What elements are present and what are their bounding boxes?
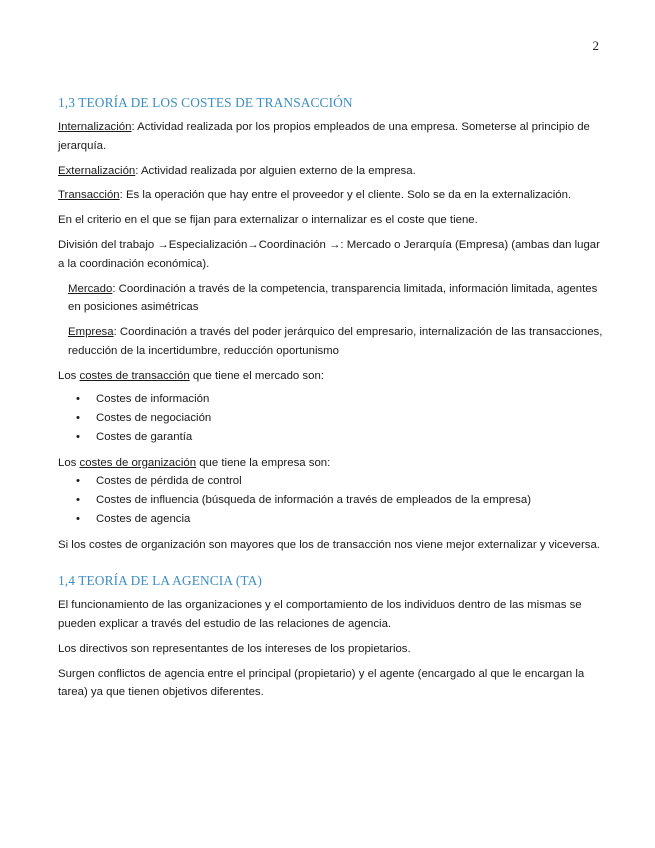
document-body: [58, 95, 606, 708]
paragraph-mercado: [68, 280, 606, 318]
term-externalizacion: Externalización: [58, 164, 136, 177]
paragraph-externalizacion: [58, 162, 606, 181]
definition-internalizacion: : Actividad realizada por los propios empleados de una empresa. Someterse al principio de jerarquía.: [58, 121, 590, 152]
bullet-icon: •: [76, 513, 80, 526]
list-costes-transaccion: [58, 390, 606, 447]
term-costes-organizacion: costes de organización: [79, 456, 197, 469]
section-heading-teoria-agencia: 1,4 TEORÍA DE LA AGENCIA (TA): [58, 573, 262, 589]
definition-mercado: : Coordinación a través de la competencia, transparencia limitada, información limitada, agentes en posiciones asimétricas: [68, 282, 598, 314]
paragraph-empresa: [68, 323, 606, 361]
intro-suffix: que tiene el mercado son:: [189, 369, 324, 382]
list-costes-organizacion: [58, 472, 606, 529]
intro-prefix: Los: [58, 456, 80, 469]
paragraph-costes-organizacion-intro: [58, 454, 606, 473]
paragraph-agencia-2: Los directivos son representantes de los intereses de los propietarios.: [58, 642, 411, 655]
list-item: [58, 491, 606, 510]
term-empresa: Empresa: [68, 326, 114, 339]
definition-empresa: : Coordinación a través del poder jerárquico del empresario, internalización de las transacciones, reducción de la incertidumbre, reducción oportunismo: [68, 326, 603, 357]
bullet-icon: •: [76, 430, 80, 443]
paragraph-agencia-3: Surgen conflictos de agencia entre el principal (propietario) y el agente (encargado al que le encargan la tarea) ya que tienen objetivos diferentes.: [58, 667, 585, 699]
list-item-text: Costes de pérdida de control: [96, 475, 242, 488]
bullet-icon: •: [76, 411, 80, 424]
paragraph-division: División del trabajo →Especialización→Coordinación →: Mercado o Jerarquía (Empresa) (ambas dan lugar a la coordinación económica).: [58, 238, 600, 270]
list-item: [58, 510, 606, 529]
term-internalizacion: Internalización: [58, 121, 132, 133]
paragraph-costes-transaccion-intro: [58, 367, 606, 386]
list-item-text: Costes de influencia (búsqueda de información a través de empleados de la empresa): [96, 494, 531, 507]
paragraph-conclusion: Si los costes de organización son mayores que los de transacción nos viene mejor externalizar y viceversa.: [58, 539, 600, 552]
page-number: 2: [592, 38, 599, 53]
paragraph-transaccion: [58, 186, 606, 205]
list-item: [58, 428, 606, 447]
list-item: [58, 472, 606, 491]
paragraph-criterio: En el criterio en el que se fijan para externalizar o internalizar es el coste que tiene.: [58, 214, 478, 227]
paragraph-agencia-1: El funcionamiento de las organizaciones y el comportamiento de los individuos dentro de las mismas se pueden explicar a través del estudio de las relaciones de agencia.: [58, 599, 582, 630]
paragraph-internalizacion: [58, 118, 606, 156]
bullet-icon: •: [76, 494, 80, 507]
term-transaccion: Transacción: [58, 189, 120, 202]
bullet-icon: •: [76, 392, 80, 405]
intro-prefix: Los: [58, 369, 80, 382]
intro-suffix: que tiene la empresa son:: [196, 456, 331, 469]
list-item: [58, 390, 606, 409]
term-mercado: Mercado: [68, 282, 113, 295]
list-item-text: Costes de garantía: [96, 430, 193, 443]
section-heading-costes-transaccion: 1,3 TEORÍA DE LOS COSTES DE TRANSACCIÓN: [58, 95, 353, 110]
definition-transaccion: : Es la operación que hay entre el proveedor y el cliente. Solo se da en la externalización.: [119, 189, 572, 202]
definition-externalizacion: : Actividad realizada por alguien externo de la empresa.: [135, 164, 416, 177]
list-item: [58, 409, 606, 428]
bullet-icon: •: [76, 475, 80, 488]
term-costes-transaccion: costes de transacción: [79, 369, 190, 382]
list-item-text: Costes de información: [96, 392, 210, 405]
list-item-text: Costes de negociación: [96, 411, 212, 424]
list-item-text: Costes de agencia: [96, 513, 191, 526]
